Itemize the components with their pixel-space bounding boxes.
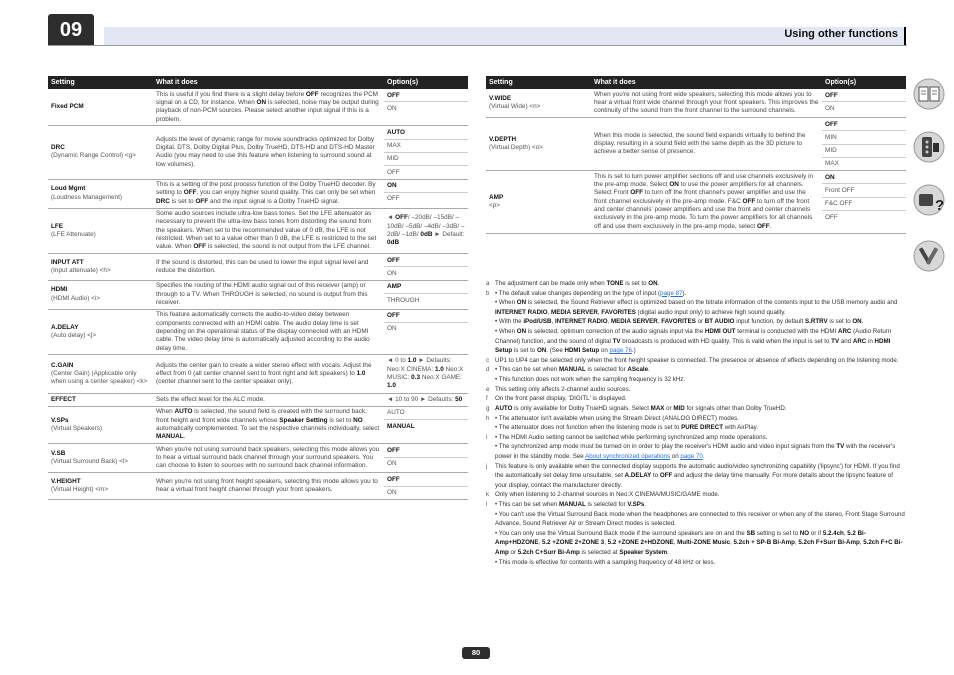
footnote	[486, 404, 906, 414]
header-bar	[104, 27, 906, 45]
option-item: ON	[387, 269, 397, 277]
footnote-text: • The synchronized amp mode must be turned on in order to play the receiver's HDMI audio and video input signals from the TV with the receiver's power in the standby mode. See About synchronized operations on page 70.	[495, 443, 896, 460]
setting-description: When you're not using front height speakers, selecting this mode allows you to hear a virtual front height channel through your front speakers.	[153, 473, 384, 500]
setting-options	[822, 89, 906, 117]
settings-table-right	[486, 76, 906, 234]
chapter-number: 09	[48, 14, 94, 46]
option-item: ON	[387, 460, 397, 468]
footnote-text: This setting only affects 2-channel audio sources.	[495, 385, 631, 393]
table-row	[48, 444, 468, 473]
footnote-text: On the front panel display, 'DIGITL' is displayed.	[495, 395, 627, 403]
footnotes	[486, 279, 906, 567]
setting-description: This feature automatically corrects the audio-to-video delay between components connected with an HDMI cable. The audio delay time is set depending on the operational status of the display connected with an HDMI cable. The video delay time is automatically adjusted according to the audio delay time.	[153, 309, 384, 355]
footnote	[486, 529, 906, 558]
option-item: ON	[387, 325, 397, 333]
setting-cell	[48, 179, 153, 208]
tools-icon[interactable]	[913, 240, 945, 272]
table-row	[48, 406, 468, 443]
footnote-letter	[486, 510, 495, 529]
footnote-text: • This function does not work when the sampling frequency is 32 kHz.	[495, 376, 686, 384]
option-item: MANUAL	[387, 422, 415, 430]
footnote-letter	[486, 558, 495, 568]
footnote	[486, 423, 906, 433]
setting-cell	[48, 444, 153, 473]
settings-table-left	[48, 76, 468, 500]
header-divider	[48, 45, 907, 46]
table-row	[486, 171, 906, 233]
footnote	[486, 298, 906, 317]
setting-description: When AUTO is selected, the sound field is created with the surround back, front height and front wide channels whose Speaker Setting is set to NO automatically complemented. To set the respective channels individually, select MANUAL.	[153, 406, 384, 443]
footnote-letter	[486, 375, 495, 385]
setting-options	[822, 171, 906, 233]
setting-options	[384, 280, 468, 309]
page-number: 80	[462, 647, 490, 659]
col-options: Option(s)	[384, 76, 468, 89]
setting-cell	[48, 473, 153, 500]
footnote	[486, 414, 906, 424]
setting-description: Some audio sources include ultra-low bass tones. Set the LFE attenuator as necessary to prevent the ultra-low bass tones from distorting the sound from the speakers. When set to the recommended value of 0 dB, the LFE is not restricted. When set to a value other than 0 dB, the LFE is restricted to the set value. When OFF is selected, the sound is not output from the LFE channel.	[153, 208, 384, 254]
setting-description: This is useful if you find there is a slight delay before OFF recognizes the PCM signal on a CD, for instance. When ON is selected, noise may be output during playback of non-PCM sources. Please select another input signal if this is a problem.	[153, 89, 384, 126]
table-row	[486, 118, 906, 171]
option-item: OFF	[822, 118, 906, 131]
setting-description: This is set to turn power amplifier sections off and use channels exclusively in the pre-amp mode. Select ON to use the power amplifiers for all channels. Select Front OFF to turn off the front channel's power amplifier and use the front channel exclusively in the pre-amp mode. F&C OFF to turn off the front and center channels' power amplifiers and use the front and center channels exclusively in the pre-amp mode. To turn the power amplifiers for all channels off and use them exclusively in the pre-amp mode, select OFF.	[591, 171, 822, 233]
footnote-letter: k	[486, 491, 490, 499]
footnote-text: Only when listening to 2-channel sources in Neo:X CINEMA/MUSIC/GAME mode.	[495, 491, 720, 499]
setting-subtitle: (Virtual Speakers)	[51, 425, 103, 433]
col-setting: Setting	[48, 76, 153, 89]
footnote-letter: a	[486, 280, 490, 287]
footnote	[486, 327, 906, 356]
footnote-text: • The attenuator isn't available when using the Stream Direct (ANALOG DIRECT) modes.	[495, 414, 739, 422]
table-row	[48, 473, 468, 500]
setting-options	[384, 254, 468, 281]
option-item: OFF	[384, 444, 468, 457]
footnote-letter: h	[486, 414, 490, 422]
footnote-text: The adjustment can be made only when TONE is set to ON.	[495, 280, 660, 287]
table-row	[48, 254, 468, 281]
setting-name: AMP	[489, 193, 504, 201]
setting-cell	[48, 355, 153, 393]
setting-subtitle: (Center Gain) (Applicable only when using a center speaker) <k>	[51, 369, 148, 386]
setting-options	[384, 406, 468, 443]
option-item: MID	[384, 153, 468, 166]
setting-subtitle: (Auto delay) <j>	[51, 332, 97, 340]
footnote-text: UP1 to UP4 can be selected only when the front height speaker is connected. The presence or absence of effects depending on the listening mode.	[495, 356, 899, 364]
footnote	[486, 289, 906, 299]
footnote-letter: b	[486, 289, 490, 297]
setting-subtitle: (Loudness Management)	[51, 193, 123, 201]
footnote	[486, 442, 906, 461]
footnote-text: This feature is only available when the connected display supports the automatic audio/video synchronizing capability ('lipsync') for HDMI. If you find the automatically set delay time unsuitable, set A.DELAY to OFF and adjust the delay time manually. For more details about the lipsync feature of your display, contact the manufacturer directly.	[495, 462, 900, 489]
option-item: OFF	[822, 89, 906, 102]
setting-options: ◄ 0 to 1.0 ► Defaults: Neo:X CINEMA: 1.0 Neo:X MUSIC: 0.3 Neo:X GAME: 1.0	[384, 355, 468, 393]
setting-description: Adjusts the level of dynamic range for movie soundtracks optimized for Dolby Digital, DTS, Dolby Digital Plus, Dolby TrueHD, DTS-HD and DTS-HD Master Audio (you may need to use this feature when listening to surround sound at low volumes).	[153, 126, 384, 179]
option-item: ON	[387, 489, 397, 497]
remote-icon[interactable]	[913, 131, 945, 163]
option-item: MAX	[384, 140, 468, 153]
setting-description: Sets the effect level for the ALC mode.	[153, 393, 384, 406]
footnote	[486, 500, 906, 510]
setting-name: Loud Mgmt	[51, 185, 86, 193]
setting-description: When you're not using surround back speakers, selecting this mode allows you to hear a virtual surround back channel through your surround speakers. You can choose to listen to sources with no surround back channel information.	[153, 444, 384, 473]
option-item: MID	[822, 145, 906, 158]
setting-name: HDMI	[51, 286, 68, 294]
option-item: ON	[384, 180, 468, 193]
setting-name: V.HEIGHT	[51, 477, 81, 485]
table-row	[48, 89, 468, 126]
setting-options	[822, 118, 906, 171]
option-item: THROUGH	[387, 296, 420, 304]
setting-subtitle: (Input attenuate) <h>	[51, 266, 111, 274]
footnote	[486, 385, 906, 395]
footnote	[486, 317, 906, 327]
footnote	[486, 490, 906, 500]
setting-name: Fixed PCM	[51, 103, 84, 111]
setting-description: Adjusts the center gain to create a wider stereo effect with vocals. Adjust the effect from 0 (all center channel sent to front right and left speakers) to 1.0 (center channel sent to the center speaker only).	[153, 355, 384, 393]
setting-description: When this mode is selected, the sound field expands virtually to behind the display, resulting in a sound field with the same depth as the 3D picture to achieve a better sense of presence.	[591, 118, 822, 171]
footnote-text: • When ON is selected, the Sound Retriever effect is optimized based on the bitrate information of the contents input to the USB memory audio and INTERNET RADIO, MEDIA SERVER, FAVORITES (digital audio input only) to achieve high sound quality.	[495, 299, 898, 316]
setting-cell	[48, 406, 153, 443]
footnote	[486, 375, 906, 385]
table-row	[48, 355, 468, 393]
setting-name: V.SB	[51, 449, 66, 457]
col-what: What it does	[591, 76, 822, 89]
footnote-text: • The HDMI Audio setting cannot be switched while performing synchronized amp mode operations.	[495, 433, 768, 441]
svg-text:?: ?	[935, 197, 945, 214]
col-options: Option(s)	[822, 76, 906, 89]
setting-cell	[48, 89, 153, 126]
setting-options	[384, 89, 468, 126]
option-item: AUTO	[384, 126, 468, 139]
option-item: OFF	[825, 213, 838, 221]
setting-name: DRC	[51, 144, 65, 152]
option-item: MAX	[825, 160, 839, 168]
setting-options	[384, 179, 468, 208]
footnote-letter: j	[486, 462, 488, 470]
footnote-letter: d	[486, 366, 490, 374]
table-row	[48, 280, 468, 309]
setting-name: LFE	[51, 222, 64, 230]
footnote-text: • You can only use the Virtual Surround Back mode if the surround speakers are on and the SB setting is set to NO or if 5.2.4ch, 5.2 Bi-Amp+HDZONE, 5.2 +ZONE 2+ZONE 3, 5.2 +ZONE 2+HDZONE, Multi-ZONE Music, 5.2ch + SP-B Bi-Amp, 5.2ch F+Surr Bi-Amp, 5.2ch F+C Bi-Amp or 5.2ch C+Surr Bi-Amp is selected at Speaker System.	[495, 529, 903, 557]
setting-subtitle: (HDMI Audio) <i>	[51, 294, 101, 302]
option-item: AUTO	[384, 407, 468, 420]
setting-cell	[48, 393, 153, 406]
option-item: F&C OFF	[822, 198, 906, 211]
setting-name: V.DEPTH	[489, 135, 517, 143]
footnote-letter: f	[486, 395, 488, 403]
footnote-letter	[486, 327, 495, 356]
setting-subtitle: (Virtual Depth) <o>	[489, 144, 543, 152]
option-item: OFF	[384, 254, 468, 267]
setting-cell	[486, 118, 591, 171]
setting-subtitle: (Dynamic Range Control) <g>	[51, 152, 136, 160]
footnote-text: • The attenuator does not function when the listening mode is set to PURE DIRECT with AirPlay.	[495, 424, 758, 432]
footnote-text: • With the iPod/USB, INTERNET RADIO, MEDIA SERVER, FAVORITES or BT AUDIO input function, by default S.RTRV is set to ON.	[495, 318, 864, 326]
page-title: Using other functions	[784, 28, 898, 40]
table-row	[48, 126, 468, 179]
footnote-text: • When ON is selected, optimum correction of the audio signals input via the HDMI OUT terminal is conducted with the HDMI ARC (Audio Return Channel) function, and the sound of digital TV broadcasts is produced with HD quality. This is valid when the input is set to TV and ARC in HDMI Setup is set to ON. (See HDMI Setup on page 76.)	[495, 328, 892, 355]
footnote-text: • This can be set when MANUAL is selected for V.SPs.	[495, 501, 647, 509]
setting-name: V.WIDE	[489, 94, 512, 102]
footnote-text: • This mode is effective for contents with a sampling frequency of 48 kHz or less.	[495, 558, 716, 566]
setting-cell	[48, 126, 153, 179]
option-item: OFF	[384, 473, 468, 486]
footnote-text: • The default value changes depending on the type of input (page 87).	[495, 289, 687, 297]
setting-name: V.SPs	[51, 416, 69, 424]
setting-cell	[486, 171, 591, 233]
footnote	[486, 510, 906, 529]
book-icon[interactable]	[913, 78, 945, 110]
setting-name: INPUT ATT	[51, 258, 84, 266]
table-row	[48, 179, 468, 208]
setting-description: Specifies the routing of the HDMI audio signal out of this receiver (amp) or through to a TV. When THROUGH is selected, no sound is output from this receiver.	[153, 280, 384, 309]
footnote-letter: e	[486, 385, 490, 393]
question-icon[interactable]	[913, 184, 945, 216]
option-item: ON	[825, 104, 835, 112]
footnote	[486, 279, 906, 289]
footnote	[486, 356, 906, 366]
setting-cell	[48, 208, 153, 254]
footnote-text: AUTO is only available for Dolby TrueHD signals. Select MAX or MID for signals other than Dolby TrueHD.	[495, 404, 787, 412]
setting-options	[384, 444, 468, 473]
col-what: What it does	[153, 76, 384, 89]
table-row	[486, 89, 906, 117]
setting-description: If the sound is distorted, this can be used to lower the input signal level and reduce the distortion.	[153, 254, 384, 281]
table-row	[48, 393, 468, 406]
footnote	[486, 394, 906, 404]
footnote	[486, 462, 906, 491]
setting-description: This is a setting of the post process function of the Dolby TrueHD decoder. By setting to OFF, you can enjoy higher sound quality. This can only be set when DRC is set to OFF and the input signal is a Dolby TrueHD signal.	[153, 179, 384, 208]
setting-subtitle: (Virtual Surround Back) <l>	[51, 458, 128, 466]
option-item: ON	[387, 104, 397, 112]
footnote	[486, 558, 906, 568]
setting-name: C.GAIN	[51, 361, 74, 369]
footnote-letter	[486, 317, 495, 327]
footnote-letter: i	[486, 433, 488, 441]
option-item: OFF	[384, 89, 468, 102]
footnote-letter: c	[486, 356, 490, 364]
option-item: ON	[822, 171, 906, 184]
footnote-letter: g	[486, 404, 490, 412]
option-item: OFF	[387, 168, 400, 176]
setting-subtitle: <p>	[489, 201, 501, 209]
footnote-text: • You can't use the Virtual Surround Back mode when the headphones are connected to this receiver or when any of the stereo, Front Stage Surround Advance, Sound Retriever Air or Stream Direct modes is selected.	[495, 510, 905, 528]
setting-cell	[48, 280, 153, 309]
footnote-letter	[486, 442, 495, 461]
setting-options	[384, 473, 468, 500]
col-setting: Setting	[486, 76, 591, 89]
footnote-letter	[486, 529, 495, 558]
footnote-letter: l	[486, 501, 488, 509]
setting-name: A.DELAY	[51, 323, 79, 331]
setting-cell	[48, 309, 153, 355]
setting-subtitle: (LFE Attenuate)	[51, 230, 96, 238]
setting-options	[384, 126, 468, 179]
setting-description: When you're not using front wide speakers, selecting this mode allows you to hear a virtual front wide channel through your front speakers. This improves the continuity of the sound from the front channel to the surround channels.	[591, 89, 822, 117]
table-row	[48, 309, 468, 355]
table-row	[48, 208, 468, 254]
option-item: OFF	[384, 310, 468, 323]
option-item: MIN	[822, 131, 906, 144]
setting-cell	[48, 254, 153, 281]
footnote	[486, 433, 906, 443]
setting-cell	[486, 89, 591, 117]
setting-options	[384, 309, 468, 355]
setting-options: ◄ OFF/ –20dB/ –15dB/ –10dB/ –5dB/ –4dB/ –3dB/ –2dB/ –1dB/ 0dB ► Default: 0dB	[384, 208, 468, 254]
footnote-letter	[486, 423, 495, 433]
option-item: Front OFF	[822, 184, 906, 197]
option-item: AMP	[384, 281, 468, 294]
setting-name: EFFECT	[51, 395, 76, 403]
option-item: OFF	[387, 195, 400, 203]
setting-subtitle: (Virtual Height) <m>	[51, 486, 109, 494]
footnote-letter	[486, 298, 495, 317]
footnote	[486, 365, 906, 375]
setting-options: ◄ 10 to 90 ► Defaults: 50	[384, 393, 468, 406]
footnote-text: • This can be set when MANUAL is selected for AScale.	[495, 366, 650, 374]
setting-subtitle: (Virtual Wide) <n>	[489, 103, 541, 111]
